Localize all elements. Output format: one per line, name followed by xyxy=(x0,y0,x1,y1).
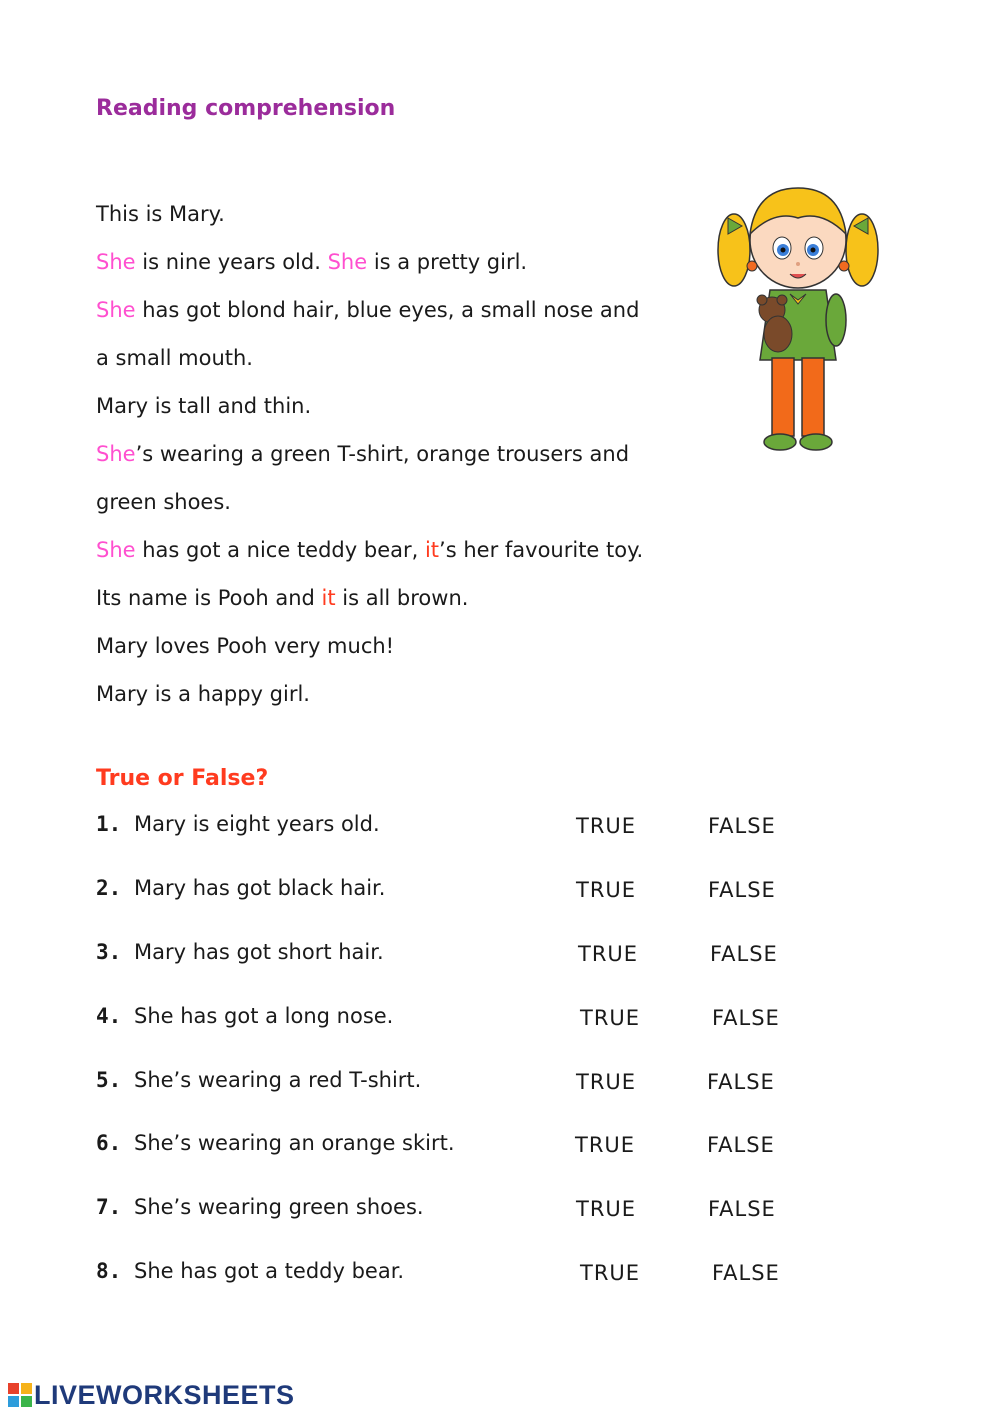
pronoun-she: She xyxy=(96,538,136,562)
story-text: Its name is Pooh and xyxy=(96,586,322,610)
quiz-title: True or False? xyxy=(96,766,269,791)
story-text: has got blond hair, blue eyes, a small nose and xyxy=(135,298,640,322)
story-line-1 xyxy=(96,190,716,238)
true-option[interactable]: TRUE xyxy=(576,814,637,838)
question-number: 3. xyxy=(96,940,122,964)
question-text: She’s wearing a red T-shirt. xyxy=(134,1068,422,1092)
girl-with-teddy-illustration xyxy=(712,170,888,470)
question-number: 6. xyxy=(96,1131,122,1155)
story-text: ’s wearing a green T-shirt, orange trousers and xyxy=(135,442,630,466)
true-option[interactable]: TRUE xyxy=(576,1197,637,1221)
story-line-4 xyxy=(96,334,716,382)
story-text: Mary loves Pooh very much! xyxy=(96,634,395,658)
question-text: Mary has got black hair. xyxy=(134,876,386,900)
liveworksheets-logo xyxy=(8,1378,295,1412)
true-option[interactable]: TRUE xyxy=(580,1261,641,1285)
brand-name: LIVEWORKSHEETS xyxy=(34,1379,295,1410)
story-line-7 xyxy=(96,478,716,526)
story-text: ’s her favourite toy. xyxy=(439,538,644,562)
question-row xyxy=(96,876,385,906)
question-text: She’s wearing an orange skirt. xyxy=(134,1131,455,1155)
false-option[interactable]: FALSE xyxy=(710,942,778,966)
question-text: She has got a teddy bear. xyxy=(134,1259,405,1283)
pronoun-she: She xyxy=(96,298,136,322)
story-text: is a pretty girl. xyxy=(367,250,528,274)
true-option[interactable]: TRUE xyxy=(578,942,639,966)
true-option[interactable]: TRUE xyxy=(575,1133,636,1157)
question-row xyxy=(96,1131,455,1161)
question-text: She’s wearing green shoes. xyxy=(134,1195,424,1219)
story-line-6 xyxy=(96,430,716,478)
page-title: Reading comprehension xyxy=(96,96,396,121)
story-text: Mary is a happy girl. xyxy=(96,682,310,706)
pronoun-it: it xyxy=(424,538,440,562)
story-text: green shoes. xyxy=(96,490,231,514)
question-number: 1. xyxy=(96,812,122,836)
reading-passage xyxy=(96,190,716,718)
question-number: 7. xyxy=(96,1195,122,1219)
question-text: She has got a long nose. xyxy=(134,1004,394,1028)
true-option[interactable]: TRUE xyxy=(576,878,637,902)
question-text: Mary is eight years old. xyxy=(134,812,380,836)
false-option[interactable]: FALSE xyxy=(712,1006,780,1030)
story-text: a small mouth. xyxy=(96,346,253,370)
pronoun-it: it xyxy=(321,586,336,610)
false-option[interactable]: FALSE xyxy=(708,878,776,902)
story-text: has got a nice teddy bear, xyxy=(135,538,425,562)
pronoun-she: She xyxy=(96,442,136,466)
question-row xyxy=(96,812,380,842)
question-row xyxy=(96,940,384,970)
story-line-9 xyxy=(96,574,716,622)
question-row xyxy=(96,1004,393,1034)
true-option[interactable]: TRUE xyxy=(580,1006,641,1030)
question-row xyxy=(96,1259,404,1289)
question-number: 5. xyxy=(96,1068,122,1092)
story-text: This is Mary. xyxy=(96,202,225,226)
question-row xyxy=(96,1195,424,1225)
question-number: 2. xyxy=(96,876,122,900)
false-option[interactable]: FALSE xyxy=(712,1261,780,1285)
true-option[interactable]: TRUE xyxy=(576,1070,637,1094)
story-line-8 xyxy=(96,526,716,574)
liveworksheets-logo-icon xyxy=(8,1383,32,1407)
pronoun-she: She xyxy=(327,250,368,274)
pronoun-she: She xyxy=(96,250,136,274)
false-option[interactable]: FALSE xyxy=(708,1197,776,1221)
story-line-3 xyxy=(96,286,716,334)
question-text: Mary has got short hair. xyxy=(134,940,384,964)
story-line-11 xyxy=(96,670,716,718)
question-number: 8. xyxy=(96,1259,122,1283)
story-text: is nine years old. xyxy=(135,250,328,274)
story-text: is all brown. xyxy=(335,586,469,610)
false-option[interactable]: FALSE xyxy=(707,1133,775,1157)
story-line-5 xyxy=(96,382,716,430)
question-row xyxy=(96,1068,421,1098)
story-line-10 xyxy=(96,622,716,670)
false-option[interactable]: FALSE xyxy=(708,814,776,838)
false-option[interactable]: FALSE xyxy=(707,1070,775,1094)
question-number: 4. xyxy=(96,1004,122,1028)
story-line-2 xyxy=(96,238,716,286)
story-text: Mary is tall and thin. xyxy=(96,394,312,418)
